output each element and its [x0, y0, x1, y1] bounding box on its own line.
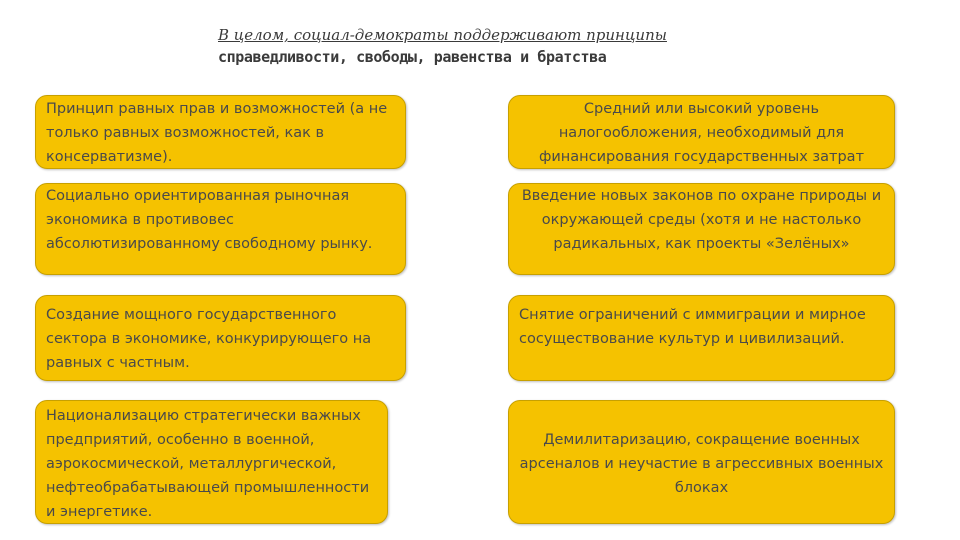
- principle-text: Введение новых законов по охране природы и окружающей среды (хотя и не настолько радикальных, как проекты «Зелёных»: [521, 188, 882, 252]
- heading-line-1: В целом, социал-демократы поддерживают принципы: [218, 26, 667, 44]
- principle-text: Принцип равных прав и возможностей (а не только равных возможностей, как в консерватизме).: [46, 101, 388, 165]
- principle-text: Снятие ограничений с иммиграции и мирное сосуществование культур и цивилизаций.: [519, 307, 866, 347]
- principle-box-taxation: [508, 95, 895, 169]
- principle-box-state-sector: [35, 295, 406, 381]
- principle-box-equal-rights: [35, 95, 406, 169]
- principle-text: Национализацию стратегически важных предприятий, особенно в военной, аэрокосмической, металлургической, нефтеобрабатывающей промышленности и энергетике.: [46, 408, 370, 520]
- principle-box-social-market: [35, 183, 406, 275]
- principle-box-nationalization: [35, 400, 388, 524]
- heading-line-2: справедливости, свободы, равенства и братства: [218, 48, 607, 66]
- slide-heading: [218, 24, 738, 68]
- principle-text: Средний или высокий уровень налогообложения, необходимый для финансирования государственных затрат: [538, 101, 865, 165]
- principle-box-environment: [508, 183, 895, 275]
- principle-text: Социально ориентированная рыночная экономика в противовес абсолютизированному свободному рынку.: [46, 188, 373, 252]
- principle-text: Демилитаризацию, сокращение военных арсеналов и неучастие в агрессивных военных блоках: [519, 432, 884, 496]
- principle-text: Создание мощного государственного сектора в экономике, конкурирующего на равных с частным.: [46, 307, 372, 371]
- principle-box-demilitarization: [508, 400, 895, 524]
- principle-box-immigration: [508, 295, 895, 381]
